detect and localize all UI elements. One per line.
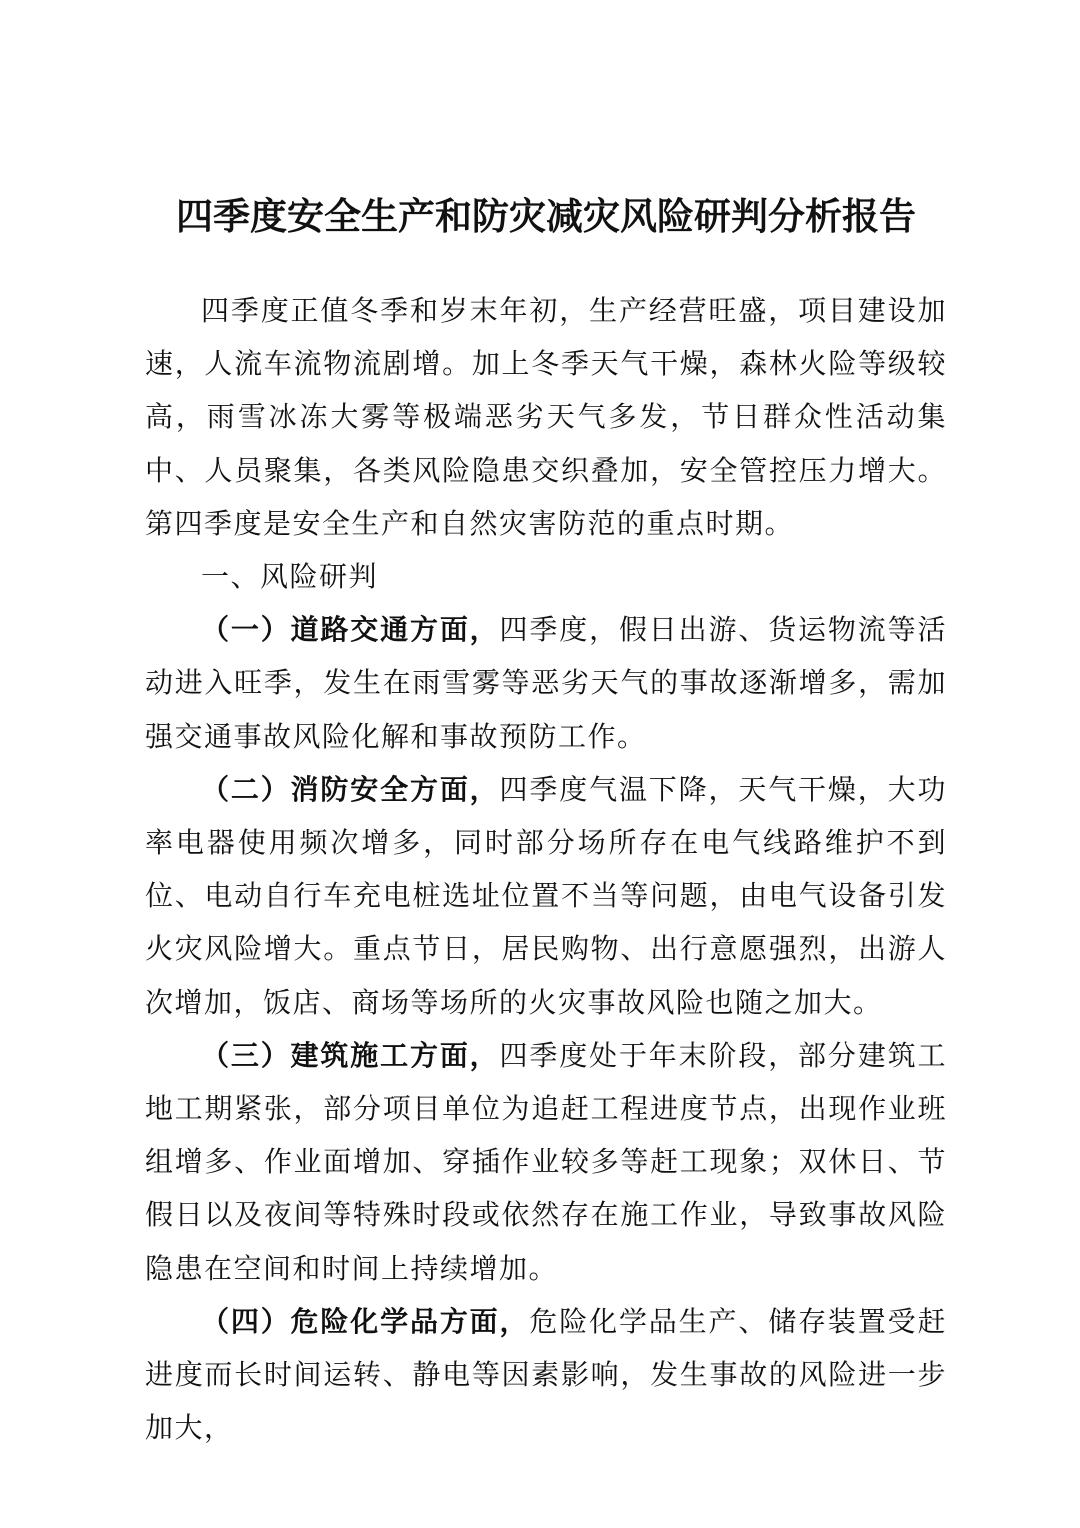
item-text: 四季度气温下降，天气干燥，大功率电器使用频次增多，同时部分场所存在电气线路维护不到位、电动自行车充电桩选址位置不当等问题，由电气设备引发火灾风险增大。重点节日，居民购物、出行意愿强烈，出游人次增加，饭店、商场等场所的火灾事故风险也随之加大。 <box>145 772 947 1019</box>
item-text: 四季度，假日出游、货运物流等活动进入旺季，发生在雨雪雾等恶劣天气的事故逐渐增多，需加强交通事故风险化解和事故预防工作。 <box>145 613 947 753</box>
item-lead: （四）危险化学品方面， <box>201 1304 530 1338</box>
document-title: 四季度安全生产和防灾减灾风险研判分析报告 <box>176 194 916 238</box>
intro-paragraph: 四季度正值冬季和岁末年初，生产经营旺盛，项目建设加速，人流车流物流剧增。加上冬季天气干燥，森林火险等级较高，雨雪冰冻大雾等极端恶劣天气多发，节日群众性活动集中、人员聚集，各类风险隐患交织叠加，安全管控压力增大。第四季度是安全生产和自然灾害防范的重点时期。 <box>145 294 947 540</box>
risk-item-fire <box>145 763 947 1029</box>
section-heading: 一、风险研判 <box>201 560 379 594</box>
item-lead: （二）消防安全方面， <box>201 772 500 806</box>
item-text: 四季度处于年末阶段，部分建筑工地工期紧张，部分项目单位为追赶工程进度节点，出现作业班组增多、作业面增加、穿插作业较多等赶工现象；双休日、节假日以及夜间等特殊时段或依然存在施工作业，导致事故风险隐患在空间和时间上持续增加。 <box>145 1038 947 1285</box>
item-lead: （三）建筑施工方面， <box>201 1038 500 1072</box>
item-lead: （一）道路交通方面， <box>201 613 500 647</box>
risk-item-construction <box>145 1029 947 1295</box>
risk-item-traffic <box>145 603 947 763</box>
item-text: 危险化学品生产、储存装置受赶进度而长时间运转、静电等因素影响，发生事故的风险进一步加大， <box>145 1304 947 1445</box>
document-body <box>145 284 947 1454</box>
risk-item-chemicals <box>145 1295 947 1455</box>
